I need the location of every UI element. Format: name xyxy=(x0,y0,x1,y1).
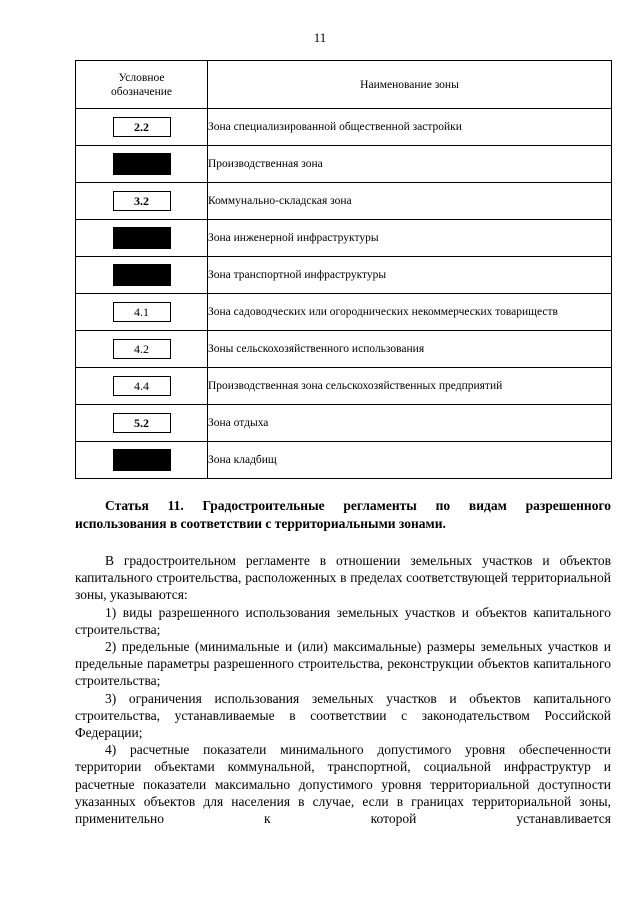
table-row xyxy=(76,442,612,479)
zone-name-cell: Зоны сельскохозяйственного использования xyxy=(208,331,612,368)
zone-code-box: 5.2 xyxy=(113,413,171,433)
paragraph-item-3: 3) ограничения использования земельных участков и объектов капитального строительства, устанавливаемые в соответствии с законодательством Российской Федерации; xyxy=(75,690,611,741)
header-symbol: Условное обозначение xyxy=(76,61,208,109)
zone-name-cell: Коммунально-складская зона xyxy=(208,183,612,220)
table-row xyxy=(76,220,612,257)
zone-symbol-cell xyxy=(76,183,208,220)
table-row xyxy=(76,257,612,294)
zone-code-box: 4.1 xyxy=(113,302,171,322)
zone-code-box: 3.2 xyxy=(113,191,171,211)
page-number: 11 xyxy=(313,30,327,45)
zone-fill-swatch xyxy=(113,449,171,471)
table-row xyxy=(76,331,612,368)
article-heading-text: Статья 11. Градостроительные регламенты по видам разрешенного использования в соответствии с территориальными зонами. xyxy=(75,498,611,531)
zone-symbol-cell xyxy=(76,331,208,368)
zone-symbol-cell xyxy=(76,257,208,294)
zone-name-cell: Зона транспортной инфраструктуры xyxy=(208,257,612,294)
zone-fill-swatch xyxy=(113,227,171,249)
zone-name-cell: Зона специализированной общественной застройки xyxy=(208,109,612,146)
zone-symbol-cell xyxy=(76,368,208,405)
zones-legend-table xyxy=(75,60,612,479)
paragraph-item-4: 4) расчетные показатели минимального допустимого уровня обеспеченности территории объектами коммунальной, транспортной, социальной инфраструктур и расчетные показатели максимально допустимого уровня территориальной доступности указанных объектов для населения в случае, если в границах территориальной зоны, применительно к которой устанавливается xyxy=(75,742,611,827)
table-row xyxy=(76,294,612,331)
header-zone-name: Наименование зоны xyxy=(208,61,612,109)
article-heading xyxy=(75,497,611,533)
zone-fill-swatch xyxy=(113,153,171,175)
zone-name-cell: Производственная зона xyxy=(208,146,612,183)
zone-code-box: 4.2 xyxy=(113,339,171,359)
zone-name-cell: Зона садоводческих или огороднических некоммерческих товариществ xyxy=(208,294,612,331)
zone-name-cell: Зона кладбищ xyxy=(208,442,612,479)
zone-symbol-cell xyxy=(76,405,208,442)
zone-symbol-cell xyxy=(76,442,208,479)
zone-name-cell: Зона отдыха xyxy=(208,405,612,442)
table-row xyxy=(76,109,612,146)
zone-fill-swatch xyxy=(113,264,171,286)
article-body xyxy=(75,552,611,827)
table-header-row xyxy=(76,61,612,109)
zone-name-cell: Производственная зона сельскохозяйственных предприятий xyxy=(208,368,612,405)
paragraph-item-1: 1) виды разрешенного использования земельных участков и объектов капитального строительства; xyxy=(75,604,611,637)
paragraph-intro: В градостроительном регламенте в отношении земельных участков и объектов капитального строительства, расположенных в пределах соответствующей территориальной зоны, указываются: xyxy=(75,553,611,603)
zone-symbol-cell xyxy=(76,294,208,331)
zone-code-box: 4.4 xyxy=(113,376,171,396)
zone-code-box: 2.2 xyxy=(113,117,171,137)
paragraph-item-2: 2) предельные (минимальные и (или) максимальные) размеры земельных участков и предельные параметры разрешенного строительства, реконструкции объектов капитального строительства; xyxy=(75,639,611,689)
table-row xyxy=(76,146,612,183)
table-row xyxy=(76,368,612,405)
table-row xyxy=(76,405,612,442)
zone-symbol-cell xyxy=(76,146,208,183)
zone-symbol-cell xyxy=(76,220,208,257)
zone-symbol-cell xyxy=(76,109,208,146)
zone-name-cell: Зона инженерной инфраструктуры xyxy=(208,220,612,257)
table-row xyxy=(76,183,612,220)
